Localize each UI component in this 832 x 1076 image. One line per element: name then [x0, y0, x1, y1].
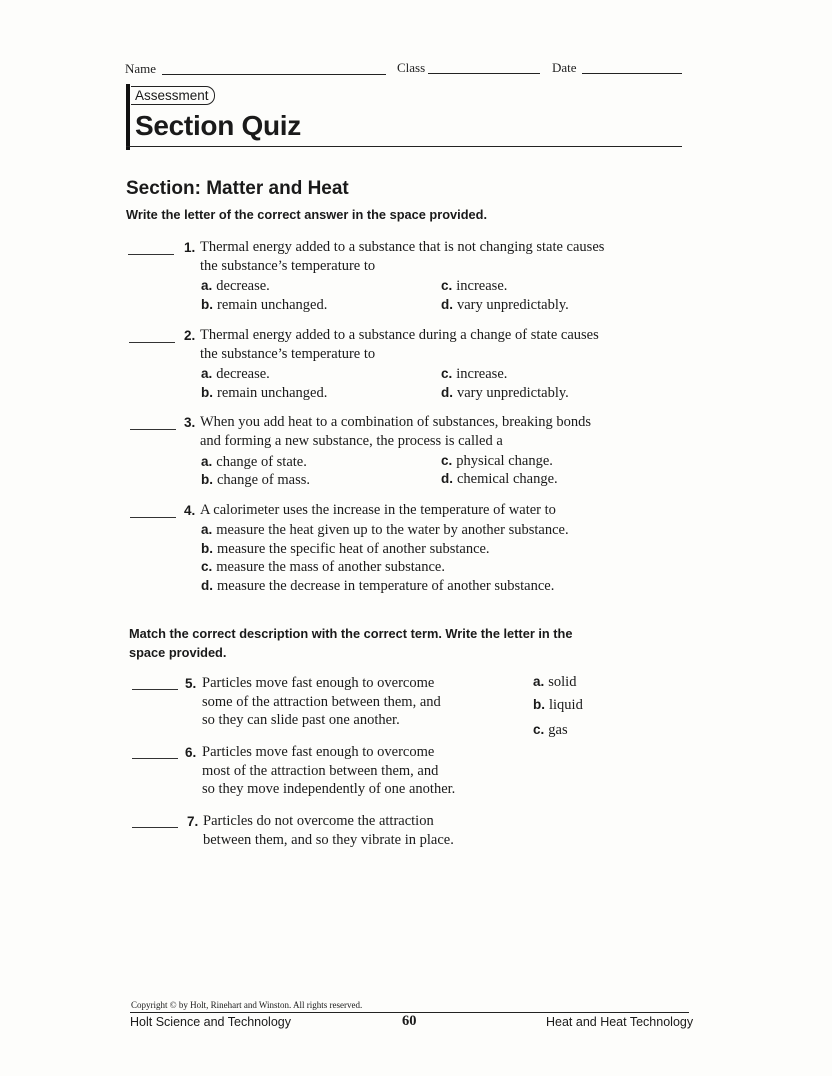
answer-option: b. remain unchanged.	[201, 297, 328, 313]
answer-option: a. change of state.	[201, 454, 307, 470]
answer-option: a. decrease.	[201, 366, 270, 382]
date-label: Date	[552, 60, 577, 75]
match-description: some of the attraction between them, and	[202, 694, 441, 710]
question-number: 5.	[185, 676, 197, 691]
publisher-name: Holt Science and Technology	[130, 1015, 291, 1029]
question-text: the substance’s temperature to	[200, 258, 376, 274]
match-description: Particles move fast enough to overcome	[202, 675, 435, 691]
chapter-title: Heat and Heat Technology	[546, 1015, 694, 1029]
question-text: Thermal energy added to a substance during a change of state causes	[200, 327, 599, 343]
match-term: b. liquid	[533, 697, 583, 713]
question-number: 2.	[184, 328, 196, 343]
answer-option: d. measure the decrease in temperature of another substance.	[201, 578, 555, 594]
answer-option: d. chemical change.	[441, 471, 558, 487]
answer-option: b. measure the specific heat of another substance.	[201, 541, 490, 557]
question-text: the substance’s temperature to	[200, 346, 376, 362]
question-text: When you add heat to a combination of substances, breaking bonds	[200, 414, 591, 430]
question-number: 3.	[184, 415, 196, 430]
page-title: Section Quiz	[135, 110, 301, 141]
title-divider	[126, 146, 682, 147]
answer-blank-1[interactable]	[128, 254, 174, 255]
answer-option: d. vary unpredictably.	[441, 385, 569, 401]
class-label: Class	[397, 60, 426, 75]
answer-option: c. measure the mass of another substance.	[201, 559, 445, 575]
answer-option: b. change of mass.	[201, 472, 311, 488]
date-field[interactable]	[582, 73, 682, 74]
answer-option: c. physical change.	[441, 453, 553, 469]
answer-blank-6[interactable]	[132, 758, 178, 759]
answer-option: d. vary unpredictably.	[441, 297, 569, 313]
answer-option: c. increase.	[441, 366, 508, 382]
title-bar-accent	[126, 84, 130, 150]
match-description: between them, and so they vibrate in place.	[203, 832, 454, 848]
assessment-tab: Assessment	[131, 86, 215, 105]
answer-blank-7[interactable]	[132, 827, 178, 828]
match-description: most of the attraction between them, and	[202, 763, 439, 779]
question-number: 7.	[187, 814, 199, 829]
match-description: Particles do not overcome the attraction	[203, 813, 434, 829]
match-term: a. solid	[533, 674, 577, 690]
question-text: Thermal energy added to a substance that is not changing state causes	[200, 239, 605, 255]
class-field[interactable]	[428, 73, 540, 74]
answer-blank-3[interactable]	[130, 429, 176, 430]
match-description: Particles move fast enough to overcome	[202, 744, 435, 760]
question-number: 4.	[184, 503, 196, 518]
section-instructions: Write the letter of the correct answer in the space provided.	[126, 207, 488, 222]
copyright-notice: Copyright © by Holt, Rinehart and Winston. All rights reserved.	[131, 1000, 363, 1010]
question-text: and forming a new substance, the process is called a	[200, 433, 503, 449]
match-description: so they can slide past one another.	[202, 712, 400, 728]
match-description: so they move independently of one another.	[202, 781, 456, 797]
matching-instructions: Match the correct description with the correct term. Write the letter in the	[129, 626, 573, 641]
matching-instructions: space provided.	[129, 645, 227, 660]
answer-option: b. remain unchanged.	[201, 385, 328, 401]
answer-blank-2[interactable]	[129, 342, 175, 343]
answer-blank-4[interactable]	[130, 517, 176, 518]
name-field[interactable]	[162, 74, 386, 75]
question-text: A calorimeter uses the increase in the temperature of water to	[200, 502, 556, 518]
page-number: 60	[402, 1013, 417, 1029]
match-term: c. gas	[533, 722, 568, 738]
question-number: 6.	[185, 745, 197, 760]
section-heading: Section: Matter and Heat	[126, 178, 349, 199]
question-number: 1.	[184, 240, 196, 255]
answer-option: c. increase.	[441, 278, 508, 294]
name-label: Name	[125, 61, 157, 76]
answer-option: a. decrease.	[201, 278, 270, 294]
answer-blank-5[interactable]	[132, 689, 178, 690]
answer-option: a. measure the heat given up to the water by another substance.	[201, 522, 569, 538]
